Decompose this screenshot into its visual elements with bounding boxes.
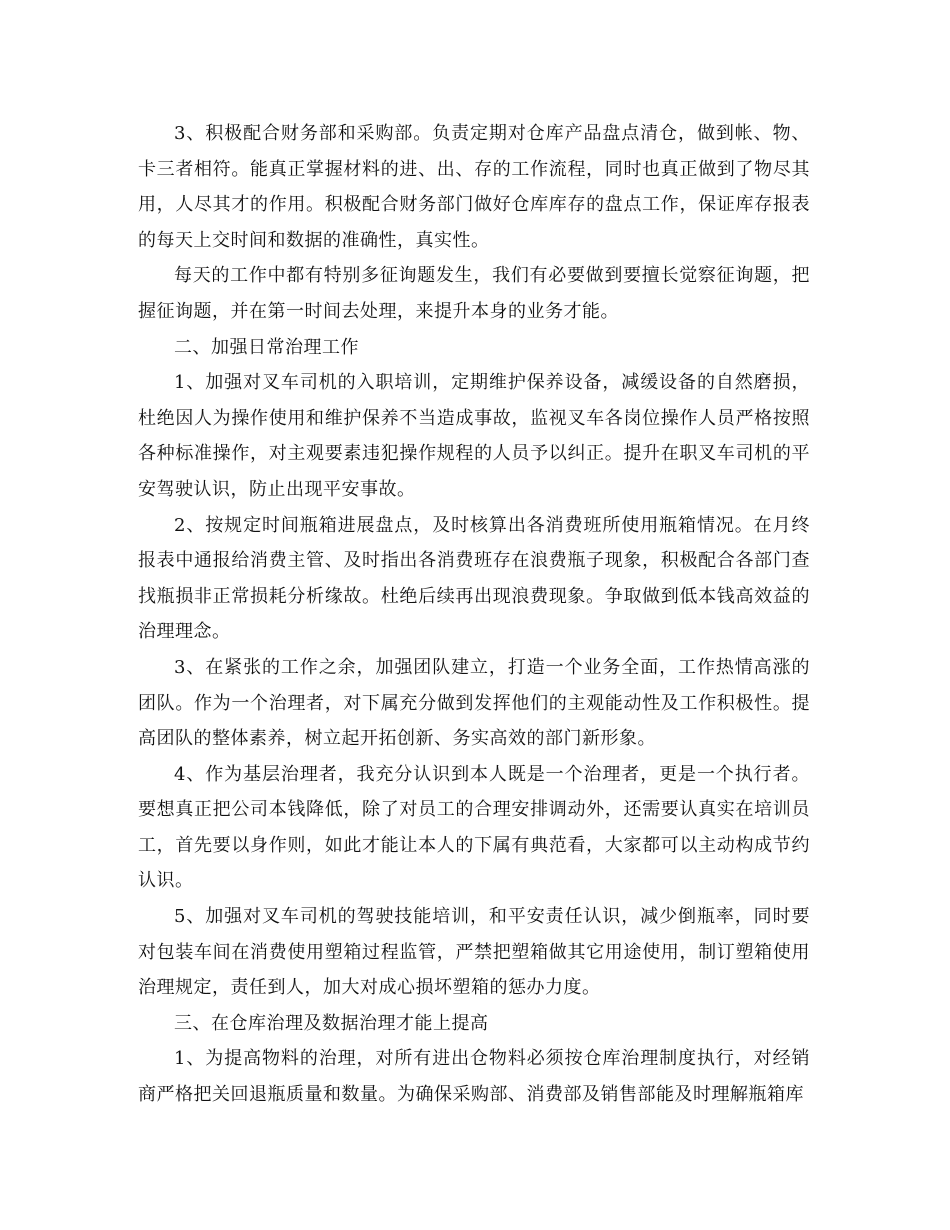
paragraph-item-1-materials: 1、为提高物料的治理，对所有进出仓物料必须按仓库治理制度执行，对经销商严格把关回退瓶质量和数量。为确保采购部、消费部及销售部能及时理解瓶箱库 [138, 1048, 810, 1106]
paragraph-item-4: 4、作为基层治理者，我充分认识到本人既是一个治理者，更是一个执行者。要想真正把公司本钱降低，除了对员工的合理安排调动外，还需要认真实在培训员工，首先要以身作则，如此才能让本人的下属有典范看，大家都可以主动构成节约认识。 [138, 763, 810, 892]
document-body [138, 116, 810, 1113]
paragraph-daily-issues: 每天的工作中都有特别多征询题发生，我们有必要做到要擅长觉察征询题，把握征询题，并在第一时间去处理，来提升本身的业务才能。 [138, 265, 810, 322]
paragraph-item-2: 2、按规定时间瓶箱进展盘点，及时核算出各消费班所使用瓶箱情况。在月终报表中通报给消费主管、及时指出各消费班存在浪费瓶子现象，积极配合各部门查找瓶损非正常损耗分析缘故。杜绝后续再出现浪费现象。争取做到低本钱高效益的治理理念。 [138, 514, 810, 643]
paragraph-item-3: 3、积极配合财务部和采购部。负责定期对仓库产品盘点清仓，做到帐、物、卡三者相符。能真正掌握材料的进、出、存的工作流程，同时也真正做到了物尽其用，人尽其才的作用。积极配合财务部门做好仓库库存的盘点工作，保证库存报表的每天上交时间和数据的准确性，真实性。 [138, 123, 810, 251]
section-heading-2: 二、加强日常治理工作 [174, 336, 359, 358]
paragraph-item-1: 1、加强对叉车司机的入职培训，定期维护保养设备，减缓设备的自然磨损，杜绝因人为操作使用和维护保养不当造成事故，监视叉车各岗位操作人员严格按照各种标准操作，对主观要素违犯操作规程的人员予以纠正。提升在职叉车司机的平安驾驶认识，防止出现平安事故。 [138, 372, 810, 500]
paragraph-item-3-team: 3、在紧张的工作之余，加强团队建立，打造一个业务全面，工作热情高涨的团队。作为一个治理者，对下属充分做到发挥他们的主观能动性及工作积极性。提高团队的整体素养，树立起开拓创新、务实高效的部门新形象。 [138, 656, 810, 750]
paragraph-item-5: 5、加强对叉车司机的驾驶技能培训，和平安责任认识，减少倒瓶率，同时要对包装车间在消费使用塑箱过程监管，严禁把塑箱做其它用途使用，制订塑箱使用治理规定，责任到人，加大对成心损坏塑箱的惩办力度。 [138, 906, 810, 999]
section-heading-3: 三、在仓库治理及数据治理才能上提高 [174, 1012, 489, 1034]
